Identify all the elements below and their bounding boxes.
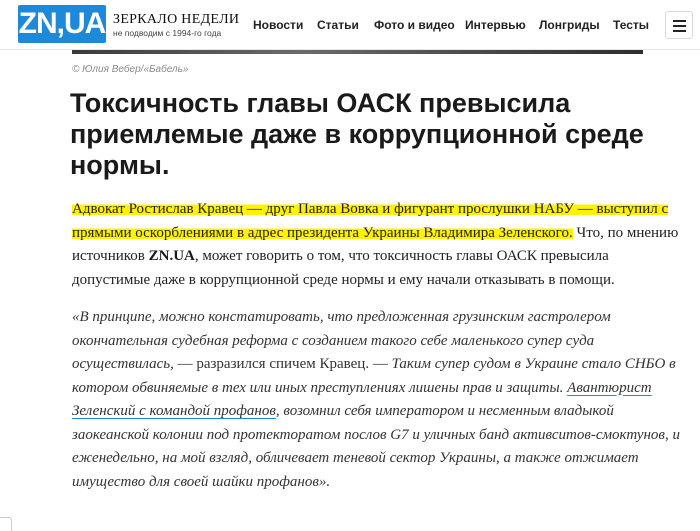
quote-attribution: — разразился спичем Кравец. —: [173, 356, 392, 372]
nav-item-longreads[interactable]: Лонгриды: [539, 18, 600, 32]
quote-part-3: , возомнил себя императором и несменным владыкой заокеанской колонии под протекторатом послов G7 и уличных банд активситов-смоктунов, и еженедельно, на мой взгляд, обличевает теневой сектор Украины, а также отжимает имущество для своей шайки профанов».: [72, 403, 680, 490]
site-header: [0, 0, 700, 50]
quote-part-2: Таким супер судом в Украине стало СНБО в котором обвиняемые в тех или иных преступлениях лишены прав и защиты.: [72, 356, 676, 396]
lead-paragraph: [72, 198, 682, 292]
nav-item-tests[interactable]: Тесты: [613, 18, 650, 32]
article-body: [72, 198, 682, 494]
photo-credit: © Юлия Вебер/«Бабель»: [72, 64, 189, 75]
lead-text-rest: , может говорить о том, что токсичность главы ОАСК превысила допустимые даже в коррупционной среде нормы и ему начали отказывать в помощи.: [72, 248, 615, 288]
nav-item-articles[interactable]: Статьи: [317, 18, 359, 32]
nav-item-interviews[interactable]: Интервью: [465, 18, 526, 32]
source-link[interactable]: ZN.UA: [148, 248, 195, 264]
highlighted-text: Адвокат Ростислав Кравец — друг Павла Вовка и фигурант прослушки НАБУ — выступил с прямыми оскорблениями в адрес президента Украины Владимира Зеленского.: [72, 201, 669, 241]
menu-button[interactable]: [665, 11, 693, 39]
floating-widget-button[interactable]: [0, 517, 12, 531]
quote-paragraph: [72, 306, 682, 494]
quote-part-1: «В принципе, можно констатировать, что предложенная грузинским гастролером окончательная судебная реформа с созданием такого себе маленького супер суда осуществилась,: [72, 309, 611, 372]
article-headline: Токсичность главы ОАСК превысила приемлемые даже в коррупционной среде нормы.: [70, 88, 644, 180]
site-logo[interactable]: ZN,UA: [18, 5, 106, 43]
nav-item-news[interactable]: Новости: [253, 18, 304, 32]
article-photo: [72, 50, 643, 54]
brand-title: ЗЕРКАЛО НЕДЕЛИ: [113, 12, 240, 27]
brand-tagline: не подводим с 1994-го года: [113, 28, 222, 38]
underlined-phrase: Авантюрист Зеленский с командой профанов: [72, 379, 652, 419]
nav-item-photo-video[interactable]: Фото и видео: [374, 18, 455, 32]
lead-text: Что, по мнению источников: [72, 224, 679, 264]
main-nav: [0, 18, 700, 34]
